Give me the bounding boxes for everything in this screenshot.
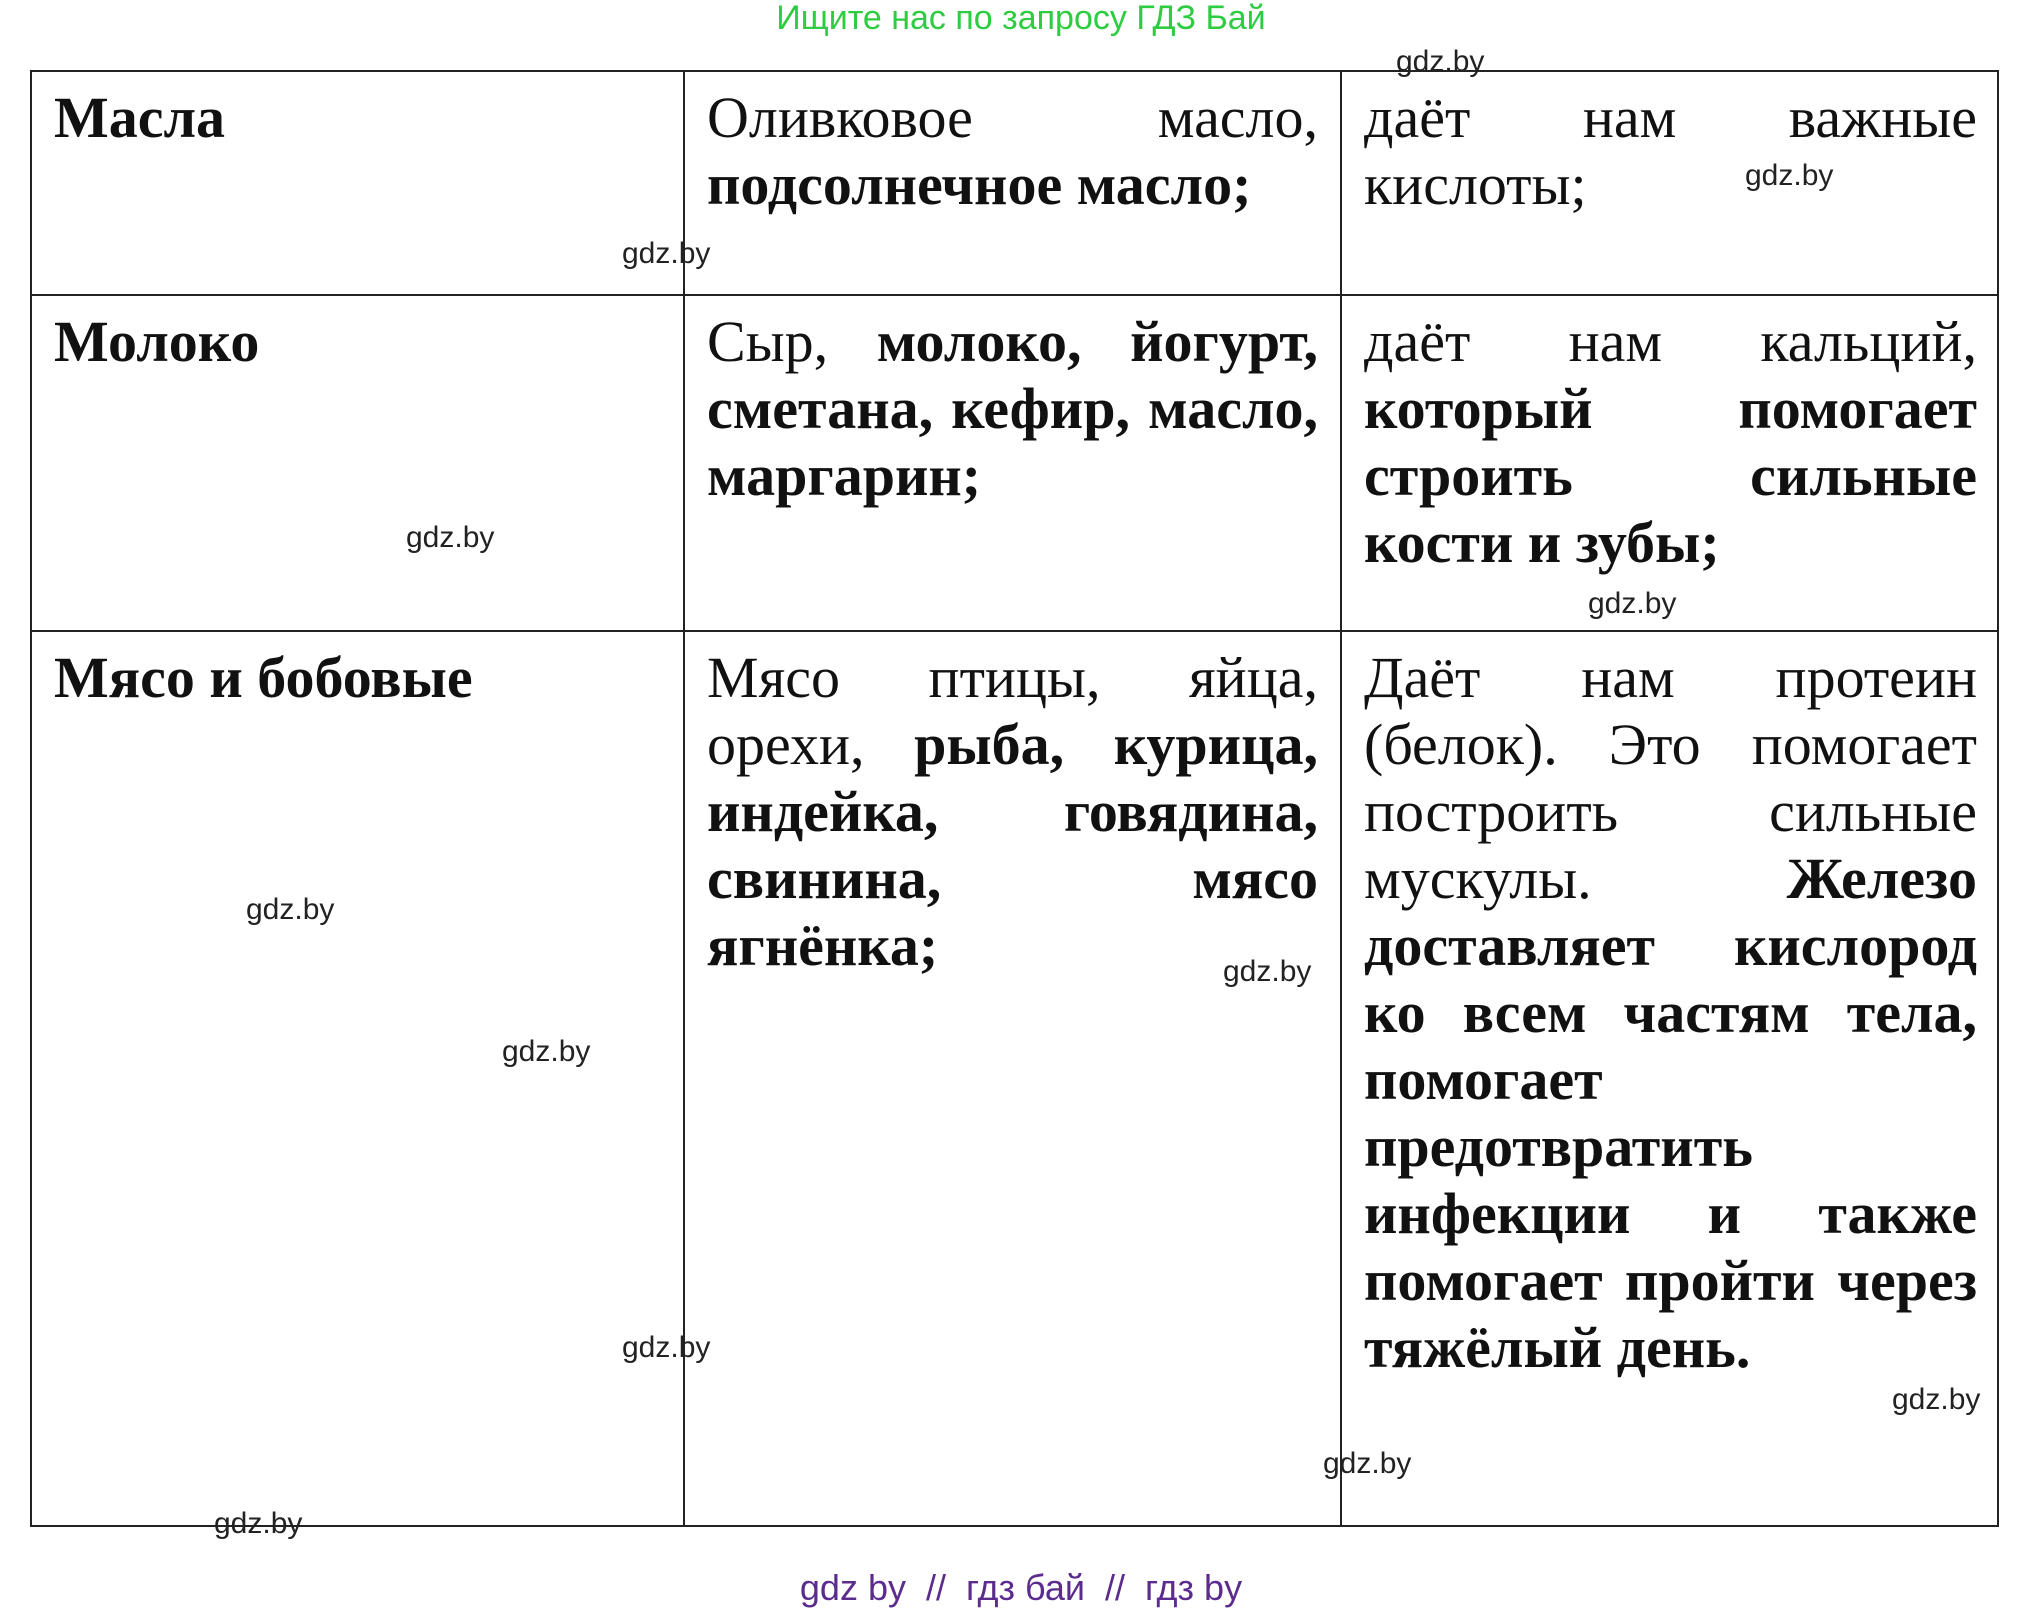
watermark: gdz.by — [622, 237, 711, 270]
bold-text-run: рыба, курица, индейка, говядина, свинина, мясо ягнёнка; — [707, 712, 1318, 978]
watermark: gdz.by — [406, 521, 495, 554]
watermark: gdz.by — [246, 893, 335, 926]
footer-separator: // — [1105, 1567, 1126, 1608]
text-run: Мясо птицы, яйца, орехи, — [707, 645, 1318, 777]
table-row-category: Молоко — [54, 309, 260, 374]
text-run: Даёт нам протеин (белок). Это помогает построить сильные мускулы. — [1364, 645, 1977, 911]
footer-links — [0, 1568, 2042, 1608]
search-hint-banner: Ищите нас по запросу ГДЗ Бай — [776, 0, 1266, 37]
watermark: gdz.by — [1323, 1447, 1412, 1480]
table-row-products — [685, 72, 1340, 294]
footer-separator: // — [926, 1567, 947, 1608]
watermark: gdz.by — [1745, 159, 1834, 192]
text-run: даёт нам важные кислоты; — [1364, 85, 1977, 217]
bold-text-run: Железо доставляет кислород ко всем частям тела, помогает предотвратить инфекции и также помогает пройти через тяжёлый день. — [1364, 846, 1977, 1380]
text-run: Оливковое масло, — [707, 85, 1318, 150]
watermark: gdz.by — [1892, 1383, 1981, 1416]
footer-link[interactable]: гдз by — [1145, 1567, 1243, 1608]
watermark: gdz.by — [1588, 587, 1677, 620]
table-row-benefit — [1342, 72, 1999, 294]
footer-link[interactable]: gdz by — [799, 1567, 906, 1608]
footer-link[interactable]: гдз бай — [966, 1567, 1085, 1608]
watermark: gdz.by — [1223, 955, 1312, 988]
table-row-category: Мясо и бобовые — [54, 645, 473, 710]
watermark: gdz.by — [622, 1331, 711, 1364]
bold-text-run: который помогает строить сильные кости и зубы; — [1364, 376, 1977, 575]
table-row-products — [685, 296, 1340, 630]
bold-text-run: молоко, йогурт, сметана, кефир, масло, маргарин; — [707, 309, 1318, 508]
table-row-benefit — [1342, 296, 1999, 630]
text-run: Сыр, — [707, 309, 877, 374]
table-row-products — [685, 632, 1340, 1527]
table-row-category: Масла — [54, 85, 226, 150]
food-groups-table — [30, 70, 1999, 1527]
text-run: даёт нам кальций, — [1364, 309, 1977, 374]
watermark: gdz.by — [1396, 45, 1485, 78]
bold-text-run: подсолнечное масло; — [707, 152, 1252, 217]
watermark: gdz.by — [214, 1507, 303, 1540]
watermark: gdz.by — [502, 1035, 591, 1068]
